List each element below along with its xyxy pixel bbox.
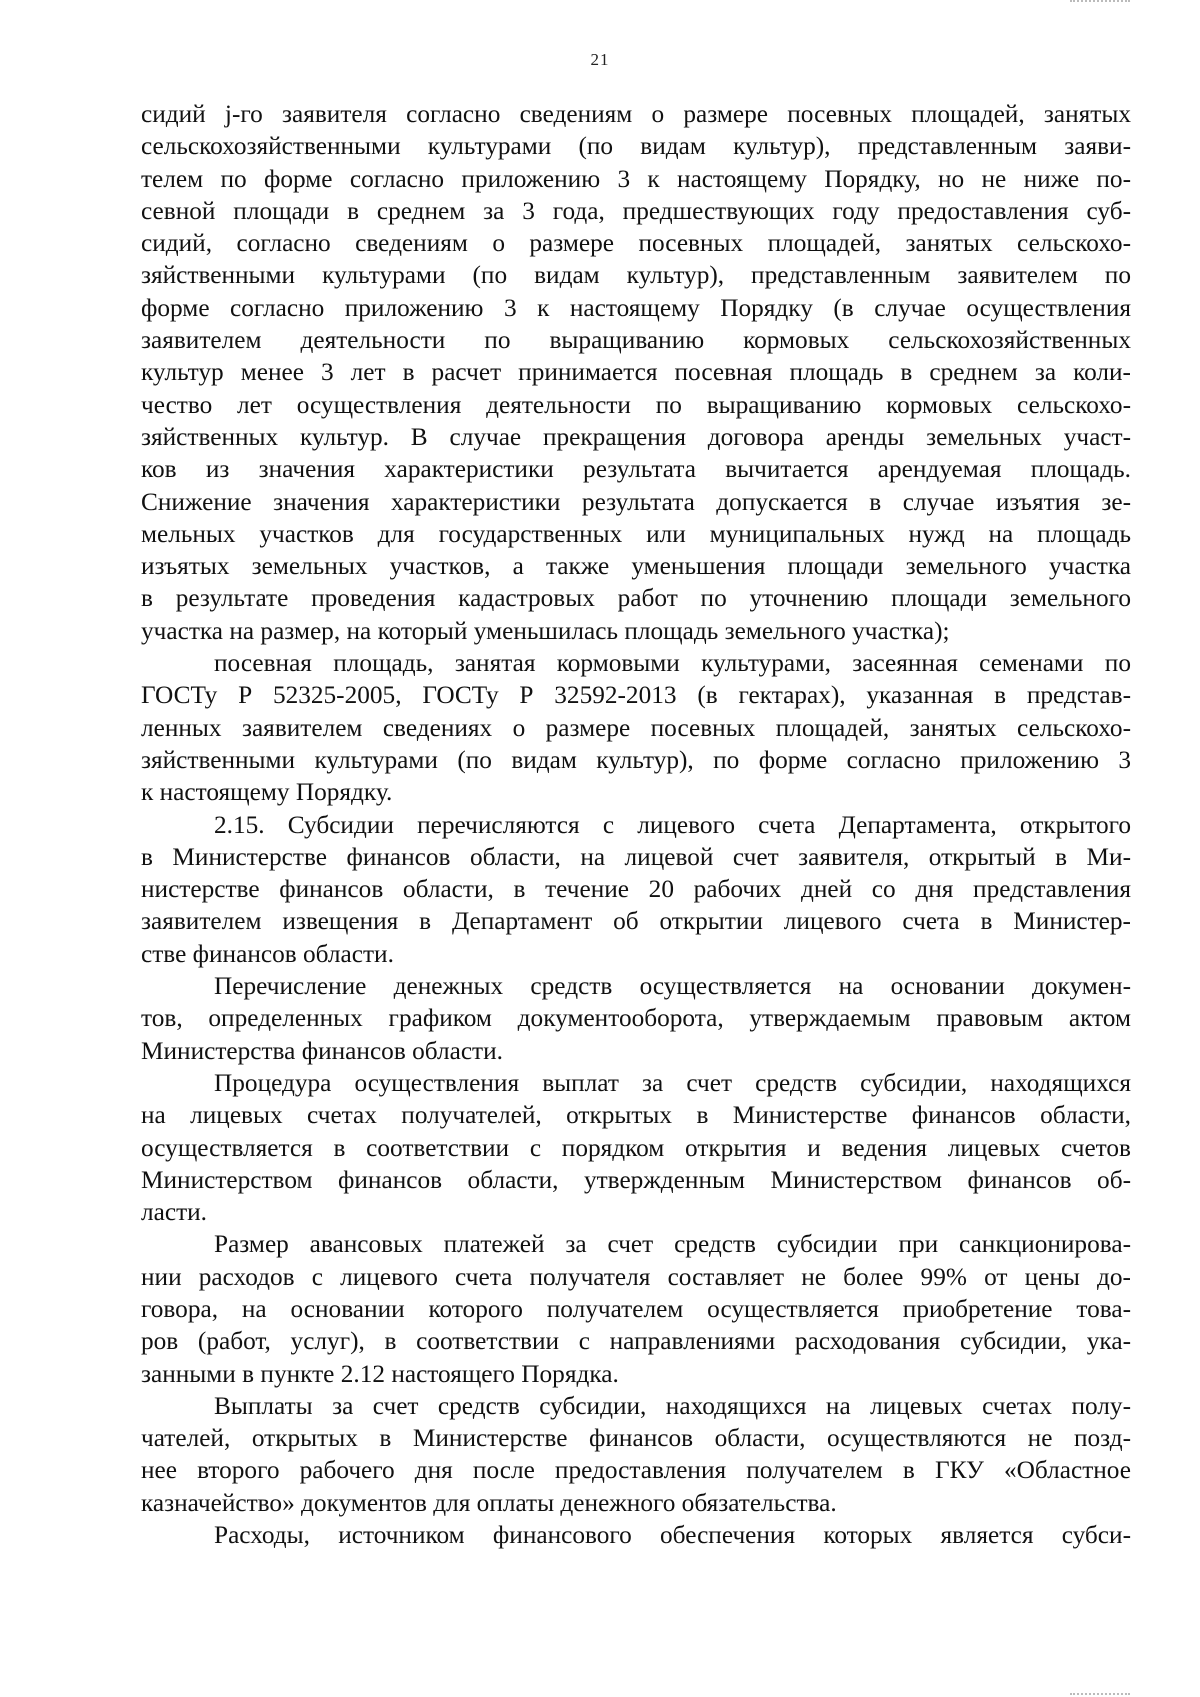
text-line: Перечисление денежных средств осуществляется на основании докумен- <box>214 972 1131 1001</box>
text-line: зяйственных культур. В случае прекращения договора аренды земельных участ- <box>141 422 1131 451</box>
document-body <box>141 98 1131 1551</box>
paragraph <box>141 1067 1131 1228</box>
scan-artifact-bottom <box>1070 1690 1130 1695</box>
text-line: 2.15. Субсидии перечисляются с лицевого счета Департамента, открытого <box>214 810 1131 839</box>
page-number: 21 <box>590 50 610 69</box>
text-line: Выплаты за счет средств субсидии, находящихся на лицевых счетах полу- <box>214 1391 1131 1420</box>
text-line: заявителем деятельности по выращиванию кормовых сельскохозяйственных <box>141 326 1131 355</box>
text-line: форме согласно приложению 3 к настоящему Порядку (в случае осуществления <box>141 293 1131 322</box>
text-line: на лицевых счетах получателей, открытых в Министерстве финансов области, <box>141 1101 1131 1130</box>
text-line: нее второго рабочего дня после предоставления получателем в ГКУ «Областное <box>141 1456 1131 1485</box>
text-line: тов, определенных графиком документооборота, утверждаемым правовым актом <box>141 1004 1131 1033</box>
text-line: Размер авансовых платежей за счет средств субсидии при санкционирова- <box>214 1230 1131 1259</box>
paragraph <box>141 98 1131 647</box>
text-line: ков из значения характеристики результата вычитается арендуемая площадь. <box>141 455 1131 484</box>
text-line: к настоящему Порядку. <box>141 778 393 807</box>
text-line: сельскохозяйственными культурами (по видам культур), представленным заяви- <box>141 132 1131 161</box>
text-line: мельных участков для государственных или муниципальных нужд на площадь <box>141 519 1131 548</box>
text-line: нистерстве финансов области, в течение 20 рабочих дней со дня представления <box>141 875 1131 904</box>
text-line: заявителем извещения в Департамент об открытии лицевого счета в Министер- <box>141 907 1131 936</box>
text-line: чество лет осуществления деятельности по выращиванию кормовых сельскохо- <box>141 390 1131 419</box>
text-line: посевная площадь, занятая кормовыми культурами, засеянная семенами по <box>214 649 1131 678</box>
text-line: участка на размер, на который уменьшилась площадь земельного участка); <box>141 616 950 645</box>
text-line: Министерством финансов области, утвержденным Министерством финансов об- <box>141 1165 1131 1194</box>
text-line: чателей, открытых в Министерстве финансов области, осуществляются не позд- <box>141 1424 1131 1453</box>
text-line: зяйственными культурами (по видам культур), по форме согласно приложению 3 <box>141 745 1131 774</box>
text-line: Снижение значения характеристики результата допускается в случае изъятия зе- <box>141 487 1131 516</box>
text-line: осуществляется в соответствии с порядком открытия и ведения лицевых счетов <box>141 1133 1131 1162</box>
text-line: культур менее 3 лет в расчет принимается посевная площадь в среднем за коли- <box>141 358 1131 387</box>
paragraph <box>141 970 1131 1067</box>
text-line: изъятых земельных участков, а также уменьшения площади земельного участка <box>141 552 1131 581</box>
text-line: в результате проведения кадастровых работ по уточнению площади земельного <box>141 584 1131 613</box>
text-line: говора, на основании которого получателем осуществляется приобретение това- <box>141 1294 1131 1323</box>
text-line: ГОСТу Р 52325-2005, ГОСТу Р 32592-2013 (в гектарах), указанная в представ- <box>141 681 1131 710</box>
text-line: Расходы, источником финансового обеспечения которых является субси- <box>214 1521 1131 1550</box>
paragraph <box>141 1228 1131 1389</box>
text-line: зяйственными культурами (по видам культур), представленным заявителем по <box>141 261 1131 290</box>
text-line: стве финансов области. <box>141 939 394 968</box>
text-line: сидий j-го заявителя согласно сведениям о размере посевных площадей, занятых <box>141 100 1131 128</box>
text-line: телем по форме согласно приложению 3 к настоящему Порядку, но не ниже по- <box>141 164 1131 193</box>
text-line: ленных заявителем сведениях о размере посевных площадей, занятых сельскохо- <box>141 713 1131 742</box>
scan-artifact-top <box>1070 0 1130 5</box>
paragraph <box>141 809 1131 970</box>
text-line: сидий, согласно сведениям о размере посевных площадей, занятых сельскохо- <box>141 229 1131 258</box>
text-line: казначейство» документов для оплаты денежного обязательства. <box>141 1488 837 1517</box>
text-line: в Министерстве финансов области, на лицевой счет заявителя, открытый в Ми- <box>141 842 1131 871</box>
text-line: Процедура осуществления выплат за счет средств субсидии, находящихся <box>214 1068 1131 1097</box>
text-line: занными в пункте 2.12 настоящего Порядка. <box>141 1359 619 1388</box>
paragraph <box>141 1390 1131 1519</box>
text-line: ласти. <box>141 1198 207 1227</box>
text-line: севной площади в среднем за 3 года, предшествующих году предоставления суб- <box>141 196 1131 225</box>
paragraph <box>141 647 1131 808</box>
paragraph <box>141 1519 1131 1551</box>
text-line: ров (работ, услуг), в соответствии с направлениями расходования субсидии, ука- <box>141 1327 1131 1356</box>
text-line: Министерства финансов области. <box>141 1036 503 1065</box>
text-line: нии расходов с лицевого счета получателя составляет не более 99% от цены до- <box>141 1262 1131 1291</box>
